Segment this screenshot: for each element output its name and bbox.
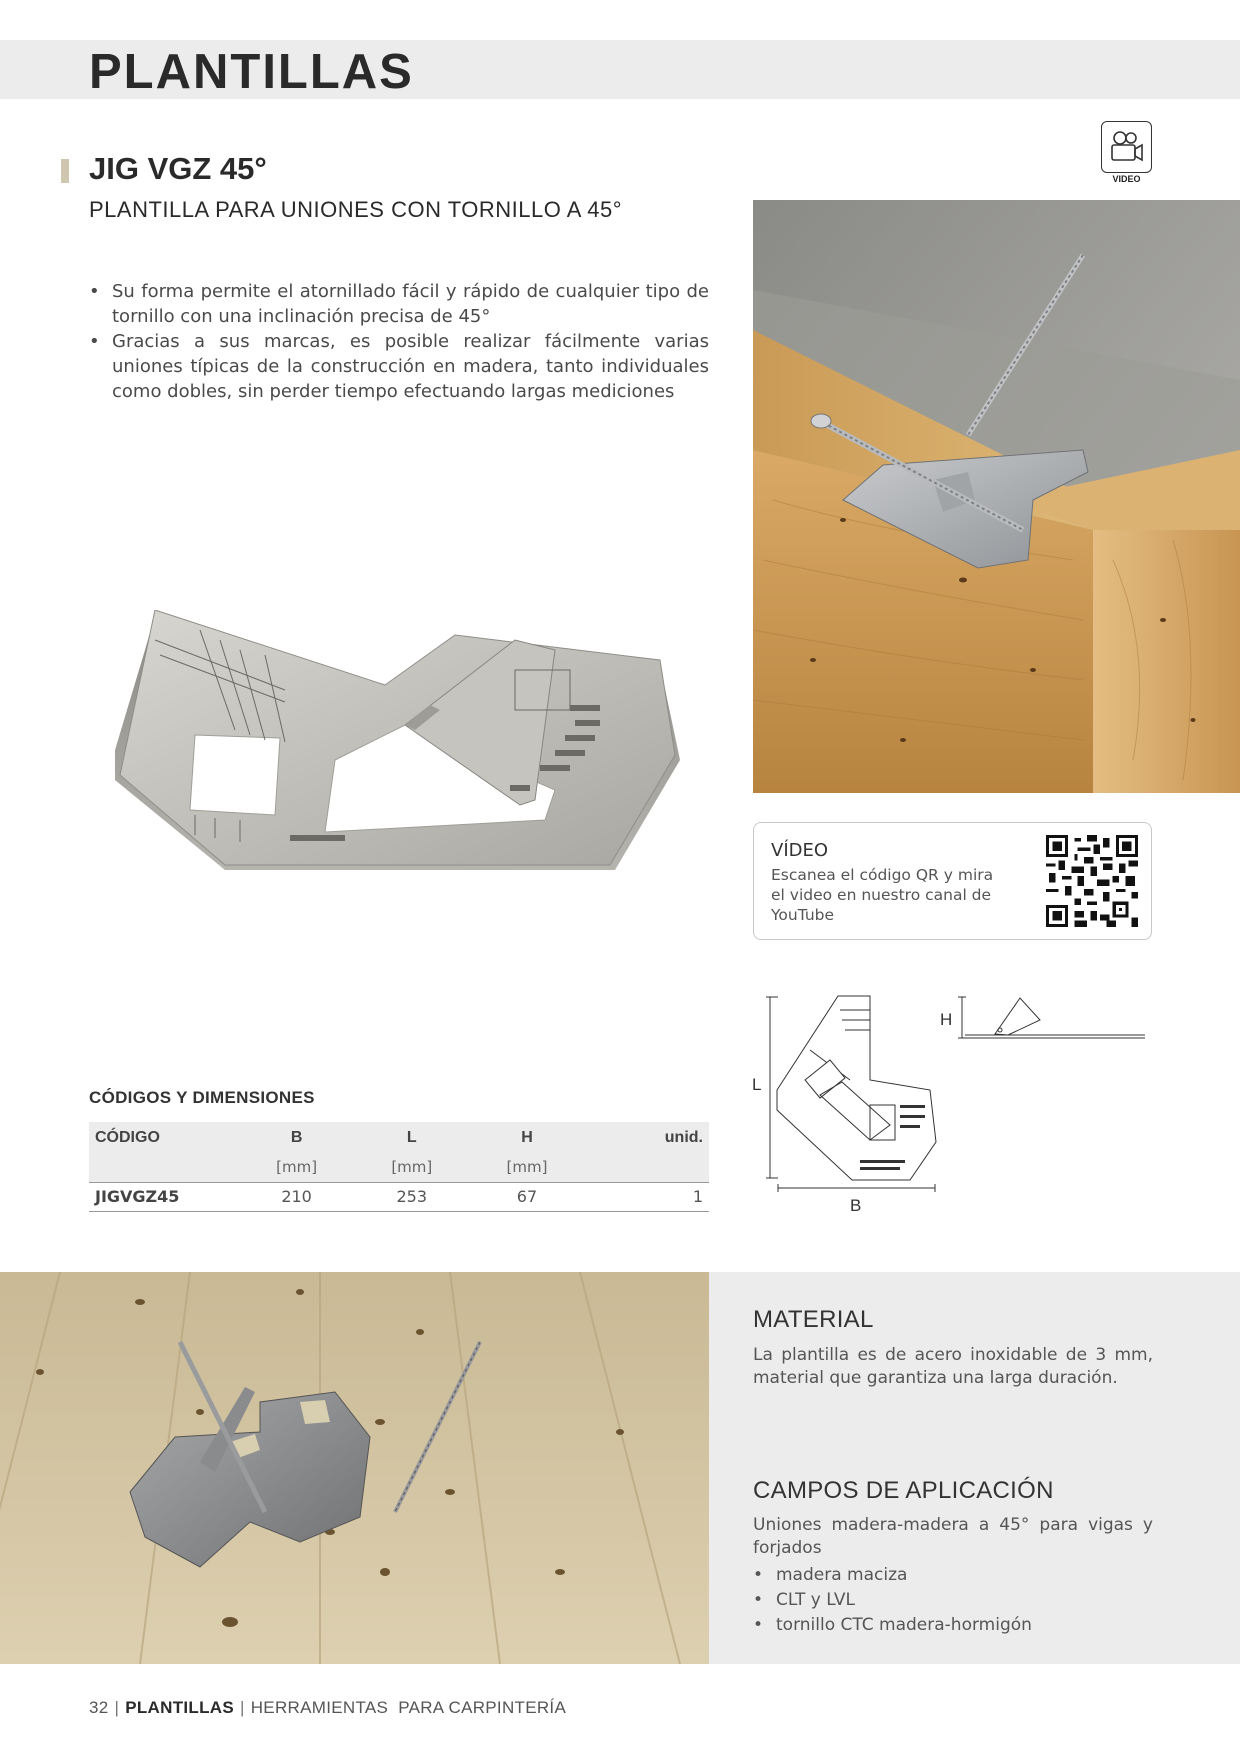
table-row [89, 1182, 709, 1211]
code-cell: JIGVGZ45 [89, 1182, 239, 1211]
page-number: 32 [89, 1698, 109, 1717]
feature-item: • Su forma permite el atornillado fácil y rápido de cualquier tipo de tornillo con una inclinación precisa de 45° [89, 279, 709, 329]
application-list [753, 1563, 1032, 1638]
product-title: JIG VGZ 45° [89, 151, 267, 186]
list-item: • CLT y LVL [753, 1588, 1032, 1613]
jig-product-render [115, 610, 685, 880]
unit-cell: [mm] [354, 1153, 469, 1182]
footer-separator: | [114, 1698, 120, 1717]
unit-cell: [mm] [469, 1153, 584, 1182]
value-cell: 253 [354, 1182, 469, 1211]
page-title: PLANTILLAS [89, 45, 414, 99]
unit-cell [585, 1153, 709, 1182]
video-card-title: VÍDEO [771, 840, 829, 861]
accent-bar [61, 159, 69, 183]
column-header: CÓDIGO [89, 1122, 239, 1153]
codes-title: CÓDIGOS Y DIMENSIONES [89, 1088, 315, 1107]
product-photo-beams [753, 200, 1240, 793]
feature-list [89, 279, 709, 404]
column-header: unid. [585, 1122, 709, 1153]
material-text: La plantilla es de acero inoxidable de 3 mm, material que garantiza una larga duración. [753, 1345, 1153, 1388]
column-header: B [239, 1122, 354, 1153]
application-text: Uniones madera-madera a 45° para vigas y forjados [753, 1515, 1153, 1558]
feature-item: • Gracias a sus marcas, es posible realizar fácilmente varias uniones típicas de la construcción en madera, tanto individuales como dobles, sin perder tiempo efectuando largas mediciones [89, 329, 709, 404]
footer-section: PLANTILLAS [125, 1698, 235, 1717]
footer-separator: | [240, 1698, 245, 1717]
dimension-label-h: H [940, 1010, 953, 1029]
dimension-label-b: B [850, 1196, 862, 1215]
video-badge-label: VIDEO [1112, 174, 1141, 184]
unit-cell: [mm] [239, 1153, 354, 1182]
value-cell: 1 [585, 1182, 709, 1211]
value-cell: 67 [469, 1182, 584, 1211]
video-card[interactable] [753, 822, 1152, 940]
video-card-text: Escanea el código QR y mira el video en nuestro canal de YouTube [771, 866, 994, 924]
product-subtitle: PLANTILLA PARA UNIONES CON TORNILLO A 45° [89, 197, 623, 222]
footer-category: HERRAMIENTAS PARA CARPINTERÍA [250, 1698, 567, 1717]
unit-cell [89, 1153, 239, 1182]
value-cell: 210 [239, 1182, 354, 1211]
application-heading: CAMPOS DE APLICACIÓN [753, 1477, 1054, 1504]
material-heading: MATERIAL [753, 1306, 874, 1333]
table-header-row [89, 1122, 709, 1153]
codes-table [89, 1122, 709, 1212]
page-footer [89, 1698, 566, 1718]
list-item: • tornillo CTC madera-hormigón [753, 1613, 1032, 1638]
table-units-row [89, 1153, 709, 1182]
qr-code-icon[interactable] [1046, 835, 1138, 927]
product-photo-floor [0, 1272, 709, 1664]
list-item: • madera maciza [753, 1563, 1032, 1588]
column-header: L [354, 1122, 469, 1153]
dimension-label-l: L [752, 1075, 762, 1094]
technical-drawing [750, 990, 1160, 1220]
video-camera-icon[interactable] [1101, 121, 1152, 173]
column-header: H [469, 1122, 584, 1153]
